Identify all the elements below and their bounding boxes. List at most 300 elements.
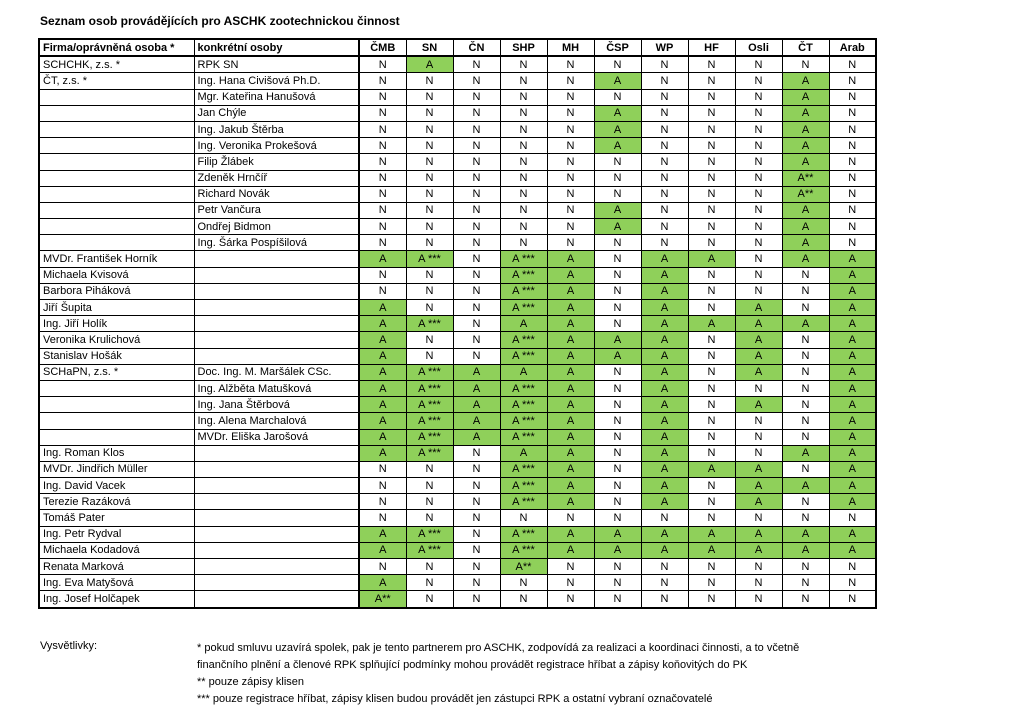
status-cell: N [594, 445, 641, 461]
status-cell: N [406, 478, 453, 494]
status-cell: A [688, 461, 735, 477]
status-cell: N [735, 413, 782, 429]
status-cell: N [735, 138, 782, 154]
table-row [39, 397, 876, 413]
status-cell: N [500, 510, 547, 526]
status-cell: N [782, 364, 829, 380]
status-cell: N [641, 154, 688, 170]
status-cell: N [594, 267, 641, 283]
status-cell: A [359, 316, 406, 332]
header-breed: Osli [735, 39, 782, 56]
firm-cell [39, 186, 194, 202]
status-cell: N [500, 56, 547, 73]
status-cell: N [594, 429, 641, 445]
legend-line: finančního plnění a členové RPK splňující podmínky mohou provádět registrace hříbat a zápisy koňovitých do PK [197, 659, 748, 671]
status-cell: A [359, 397, 406, 413]
status-cell: A [359, 413, 406, 429]
status-cell: N [547, 138, 594, 154]
status-cell: A [359, 445, 406, 461]
status-cell: N [688, 89, 735, 105]
status-cell: N [547, 170, 594, 186]
person-cell [194, 542, 359, 558]
status-cell: N [594, 364, 641, 380]
status-cell: N [735, 251, 782, 267]
status-cell: A [453, 429, 500, 445]
firm-cell [39, 154, 194, 170]
status-cell: N [641, 575, 688, 591]
status-cell: N [453, 283, 500, 299]
status-cell: N [688, 105, 735, 121]
status-cell: N [453, 478, 500, 494]
status-cell: A [594, 219, 641, 235]
status-cell: N [547, 219, 594, 235]
table-row [39, 105, 876, 121]
status-cell: A [359, 364, 406, 380]
status-cell: N [453, 186, 500, 202]
person-cell: Ing. Jakub Štěrba [194, 121, 359, 137]
status-cell: N [735, 510, 782, 526]
status-cell: N [406, 559, 453, 575]
status-cell: A** [500, 559, 547, 575]
person-cell [194, 461, 359, 477]
status-cell: N [453, 510, 500, 526]
status-cell: N [406, 300, 453, 316]
status-cell: A [829, 542, 876, 558]
status-cell: N [641, 138, 688, 154]
status-cell: N [359, 121, 406, 137]
header-breed: ČN [453, 39, 500, 56]
firm-cell: Ing. David Vacek [39, 478, 194, 494]
status-cell: A [735, 348, 782, 364]
status-cell: N [406, 219, 453, 235]
status-cell: N [688, 397, 735, 413]
status-cell: A [359, 251, 406, 267]
status-cell: A [829, 332, 876, 348]
status-cell: N [829, 56, 876, 73]
status-cell: N [688, 591, 735, 608]
status-cell: A [782, 542, 829, 558]
person-cell [194, 251, 359, 267]
status-cell: N [782, 397, 829, 413]
status-cell: N [688, 575, 735, 591]
status-cell: N [406, 186, 453, 202]
firm-cell [39, 235, 194, 251]
status-cell: A [359, 332, 406, 348]
status-cell: A [782, 89, 829, 105]
status-cell: A [547, 413, 594, 429]
status-cell: N [453, 332, 500, 348]
status-cell: N [594, 89, 641, 105]
person-cell: Ing. Veronika Prokešová [194, 138, 359, 154]
status-cell: A [547, 494, 594, 510]
status-cell: N [406, 267, 453, 283]
table-row [39, 121, 876, 137]
status-cell: N [453, 591, 500, 608]
status-cell: A [547, 429, 594, 445]
status-cell: N [500, 591, 547, 608]
person-cell [194, 494, 359, 510]
status-cell: N [829, 105, 876, 121]
status-cell: N [547, 559, 594, 575]
status-cell: N [500, 121, 547, 137]
status-cell: A [688, 251, 735, 267]
status-cell: A [688, 316, 735, 332]
status-cell: N [453, 445, 500, 461]
status-cell: N [406, 332, 453, 348]
status-cell: N [500, 186, 547, 202]
status-cell: N [688, 510, 735, 526]
status-cell: A *** [500, 283, 547, 299]
status-cell: A [453, 364, 500, 380]
status-cell: A [641, 380, 688, 396]
status-cell: N [735, 429, 782, 445]
status-cell: A [782, 202, 829, 218]
status-cell: N [500, 219, 547, 235]
status-cell: A [641, 364, 688, 380]
status-cell: N [829, 154, 876, 170]
status-cell: A *** [406, 429, 453, 445]
table-body [39, 56, 876, 607]
status-cell: N [547, 235, 594, 251]
firm-cell: Veronika Krulichová [39, 332, 194, 348]
person-cell [194, 510, 359, 526]
status-cell: A [594, 138, 641, 154]
status-cell: A [500, 445, 547, 461]
status-cell: A *** [500, 348, 547, 364]
status-cell: N [500, 575, 547, 591]
status-cell: N [359, 510, 406, 526]
header-breed: WP [641, 39, 688, 56]
header-person: konkrétní osoby [194, 39, 359, 56]
firm-cell: Ing. Eva Matyšová [39, 575, 194, 591]
status-cell: A *** [500, 526, 547, 542]
status-cell: A [547, 348, 594, 364]
status-cell: N [406, 283, 453, 299]
status-cell: A [735, 478, 782, 494]
status-cell: A [547, 380, 594, 396]
status-cell: A *** [406, 413, 453, 429]
header-breed: ČT [782, 39, 829, 56]
table-row [39, 542, 876, 558]
status-cell: N [500, 73, 547, 89]
status-cell: N [453, 267, 500, 283]
status-cell: N [782, 267, 829, 283]
person-cell: Richard Novák [194, 186, 359, 202]
status-cell: A [829, 526, 876, 542]
breeds-table [38, 38, 877, 609]
person-cell: Ing. Hana Civišová Ph.D. [194, 73, 359, 89]
status-cell: A [782, 121, 829, 137]
header-breed: SN [406, 39, 453, 56]
header-firm: Firma/oprávněná osoba * [39, 39, 194, 56]
person-cell: Ondřej Bidmon [194, 219, 359, 235]
status-cell: N [453, 575, 500, 591]
status-cell: N [406, 73, 453, 89]
status-cell: A [829, 445, 876, 461]
person-cell: Jan Chýle [194, 105, 359, 121]
status-cell: N [359, 202, 406, 218]
status-cell: N [359, 56, 406, 73]
status-cell: A [735, 364, 782, 380]
status-cell: A [782, 445, 829, 461]
status-cell: A** [782, 170, 829, 186]
status-cell: N [688, 478, 735, 494]
status-cell: A [782, 219, 829, 235]
firm-cell: Renata Marková [39, 559, 194, 575]
firm-cell: Tomáš Pater [39, 510, 194, 526]
status-cell: N [735, 380, 782, 396]
status-cell: A [547, 364, 594, 380]
status-cell: A [735, 300, 782, 316]
status-cell: N [406, 591, 453, 608]
status-cell: N [688, 56, 735, 73]
legend-line: * pokud smluvu uzavírá spolek, pak je tento partnerem pro ASCHK, zodpovídá za realizaci a koordinaci činnosti, a to včetně [197, 642, 800, 654]
status-cell: A *** [406, 380, 453, 396]
status-cell: N [735, 559, 782, 575]
status-cell: N [641, 170, 688, 186]
status-cell: N [782, 348, 829, 364]
status-cell: N [500, 170, 547, 186]
status-cell: N [688, 283, 735, 299]
status-cell: N [688, 445, 735, 461]
status-cell: A [829, 397, 876, 413]
status-cell: A *** [500, 494, 547, 510]
status-cell: N [547, 121, 594, 137]
status-cell: A [359, 526, 406, 542]
table-row [39, 267, 876, 283]
status-cell: N [359, 73, 406, 89]
person-cell: Petr Vančura [194, 202, 359, 218]
person-cell [194, 575, 359, 591]
status-cell: A [453, 413, 500, 429]
status-cell: N [641, 219, 688, 235]
table-row [39, 186, 876, 202]
status-cell: N [688, 380, 735, 396]
status-cell: A [594, 73, 641, 89]
status-cell: A [359, 348, 406, 364]
status-cell: N [735, 121, 782, 137]
status-cell: A [829, 300, 876, 316]
status-cell: A [782, 316, 829, 332]
status-cell: A [547, 445, 594, 461]
table-row [39, 348, 876, 364]
status-cell: N [453, 235, 500, 251]
status-cell: A [735, 461, 782, 477]
table-row [39, 510, 876, 526]
status-cell: N [829, 235, 876, 251]
status-cell: A [359, 575, 406, 591]
status-cell: N [688, 413, 735, 429]
status-cell: N [406, 170, 453, 186]
status-cell: A [829, 316, 876, 332]
status-cell: N [641, 105, 688, 121]
firm-cell [39, 202, 194, 218]
status-cell: N [782, 283, 829, 299]
status-cell: N [359, 283, 406, 299]
header-breed: HF [688, 39, 735, 56]
status-cell: N [688, 429, 735, 445]
status-cell: N [547, 105, 594, 121]
person-cell: Mgr. Kateřina Hanušová [194, 89, 359, 105]
status-cell: A *** [500, 300, 547, 316]
status-cell: N [453, 56, 500, 73]
legend-label: Vysvětlivky: [40, 640, 98, 652]
status-cell: A [547, 300, 594, 316]
legend-lines [197, 640, 817, 708]
person-cell [194, 267, 359, 283]
status-cell: A [547, 542, 594, 558]
status-cell: N [359, 105, 406, 121]
status-cell: N [594, 510, 641, 526]
table-row [39, 413, 876, 429]
status-cell: A [641, 494, 688, 510]
status-cell: N [594, 494, 641, 510]
status-cell: N [359, 559, 406, 575]
status-cell: N [453, 170, 500, 186]
header-breed: SHP [500, 39, 547, 56]
status-cell: A [641, 300, 688, 316]
status-cell: N [641, 89, 688, 105]
status-cell: N [688, 186, 735, 202]
firm-cell: Ing. Roman Klos [39, 445, 194, 461]
status-cell: N [829, 575, 876, 591]
status-cell: A [453, 397, 500, 413]
status-cell: N [688, 121, 735, 137]
status-cell: N [547, 154, 594, 170]
firm-cell [39, 429, 194, 445]
status-cell: A [782, 526, 829, 542]
status-cell: N [641, 591, 688, 608]
status-cell: A [547, 461, 594, 477]
status-cell: A [594, 202, 641, 218]
status-cell: N [829, 559, 876, 575]
status-cell: A [641, 413, 688, 429]
status-cell: N [359, 186, 406, 202]
status-cell: A [594, 121, 641, 137]
table-row [39, 445, 876, 461]
status-cell: A *** [500, 461, 547, 477]
status-cell: N [359, 461, 406, 477]
firm-cell: Michaela Kodadová [39, 542, 194, 558]
status-cell: N [500, 202, 547, 218]
status-cell: N [641, 186, 688, 202]
status-cell: N [782, 510, 829, 526]
status-cell: N [453, 559, 500, 575]
table-row [39, 251, 876, 267]
status-cell: N [829, 202, 876, 218]
status-cell: N [453, 348, 500, 364]
status-cell: N [547, 510, 594, 526]
status-cell: N [735, 105, 782, 121]
table-row [39, 219, 876, 235]
firm-cell [39, 138, 194, 154]
document-title: Seznam osob provádějících pro ASCHK zootechnickou činnost [40, 14, 400, 28]
status-cell: A [641, 429, 688, 445]
table-row [39, 478, 876, 494]
status-cell: N [500, 105, 547, 121]
status-cell: N [594, 235, 641, 251]
status-cell: N [594, 186, 641, 202]
status-cell: N [547, 89, 594, 105]
firm-cell: Ing. Jiří Holík [39, 316, 194, 332]
status-cell: A *** [500, 397, 547, 413]
status-cell: A *** [406, 526, 453, 542]
person-cell: Ing. Alžběta Matušková [194, 380, 359, 396]
status-cell: N [641, 121, 688, 137]
header-breed: ČSP [594, 39, 641, 56]
table-row [39, 526, 876, 542]
status-cell: N [359, 89, 406, 105]
status-cell: N [829, 591, 876, 608]
status-cell: N [688, 73, 735, 89]
status-cell: N [594, 154, 641, 170]
status-cell: N [735, 56, 782, 73]
status-cell: N [406, 89, 453, 105]
status-cell: A [829, 494, 876, 510]
status-cell: N [829, 121, 876, 137]
status-cell: N [782, 494, 829, 510]
status-cell: A [500, 316, 547, 332]
status-cell: N [406, 461, 453, 477]
header-breed: Arab [829, 39, 876, 56]
firm-cell: Michaela Kvisová [39, 267, 194, 283]
status-cell: N [594, 397, 641, 413]
status-cell: N [829, 170, 876, 186]
status-cell: A [641, 542, 688, 558]
status-cell: N [688, 559, 735, 575]
status-cell: N [782, 380, 829, 396]
person-cell: Ing. Alena Marchalová [194, 413, 359, 429]
person-cell [194, 348, 359, 364]
status-cell: N [735, 283, 782, 299]
status-cell: A [641, 316, 688, 332]
status-cell: N [547, 56, 594, 73]
status-cell: N [453, 105, 500, 121]
firm-cell: Terezie Razáková [39, 494, 194, 510]
header-breed: ČMB [359, 39, 406, 56]
status-cell: A *** [500, 267, 547, 283]
firm-cell [39, 105, 194, 121]
status-cell: N [359, 219, 406, 235]
status-cell: N [735, 73, 782, 89]
person-cell [194, 300, 359, 316]
status-cell: N [735, 154, 782, 170]
status-cell: N [453, 251, 500, 267]
status-cell: A [735, 542, 782, 558]
status-cell: N [735, 186, 782, 202]
person-cell [194, 526, 359, 542]
table-row [39, 300, 876, 316]
table-row [39, 56, 876, 73]
status-cell: A [829, 267, 876, 283]
status-cell: N [594, 251, 641, 267]
firm-cell: SCHaPN, z.s. * [39, 364, 194, 380]
status-cell: N [594, 559, 641, 575]
status-cell: A *** [500, 429, 547, 445]
status-cell: A [547, 316, 594, 332]
status-cell: N [594, 300, 641, 316]
status-cell: A [547, 283, 594, 299]
status-cell: A [782, 251, 829, 267]
person-cell [194, 478, 359, 494]
table-row [39, 461, 876, 477]
status-cell: N [594, 461, 641, 477]
status-cell: A [829, 478, 876, 494]
status-cell: A [641, 461, 688, 477]
table-row [39, 202, 876, 218]
status-cell: N [359, 170, 406, 186]
status-cell: N [453, 202, 500, 218]
